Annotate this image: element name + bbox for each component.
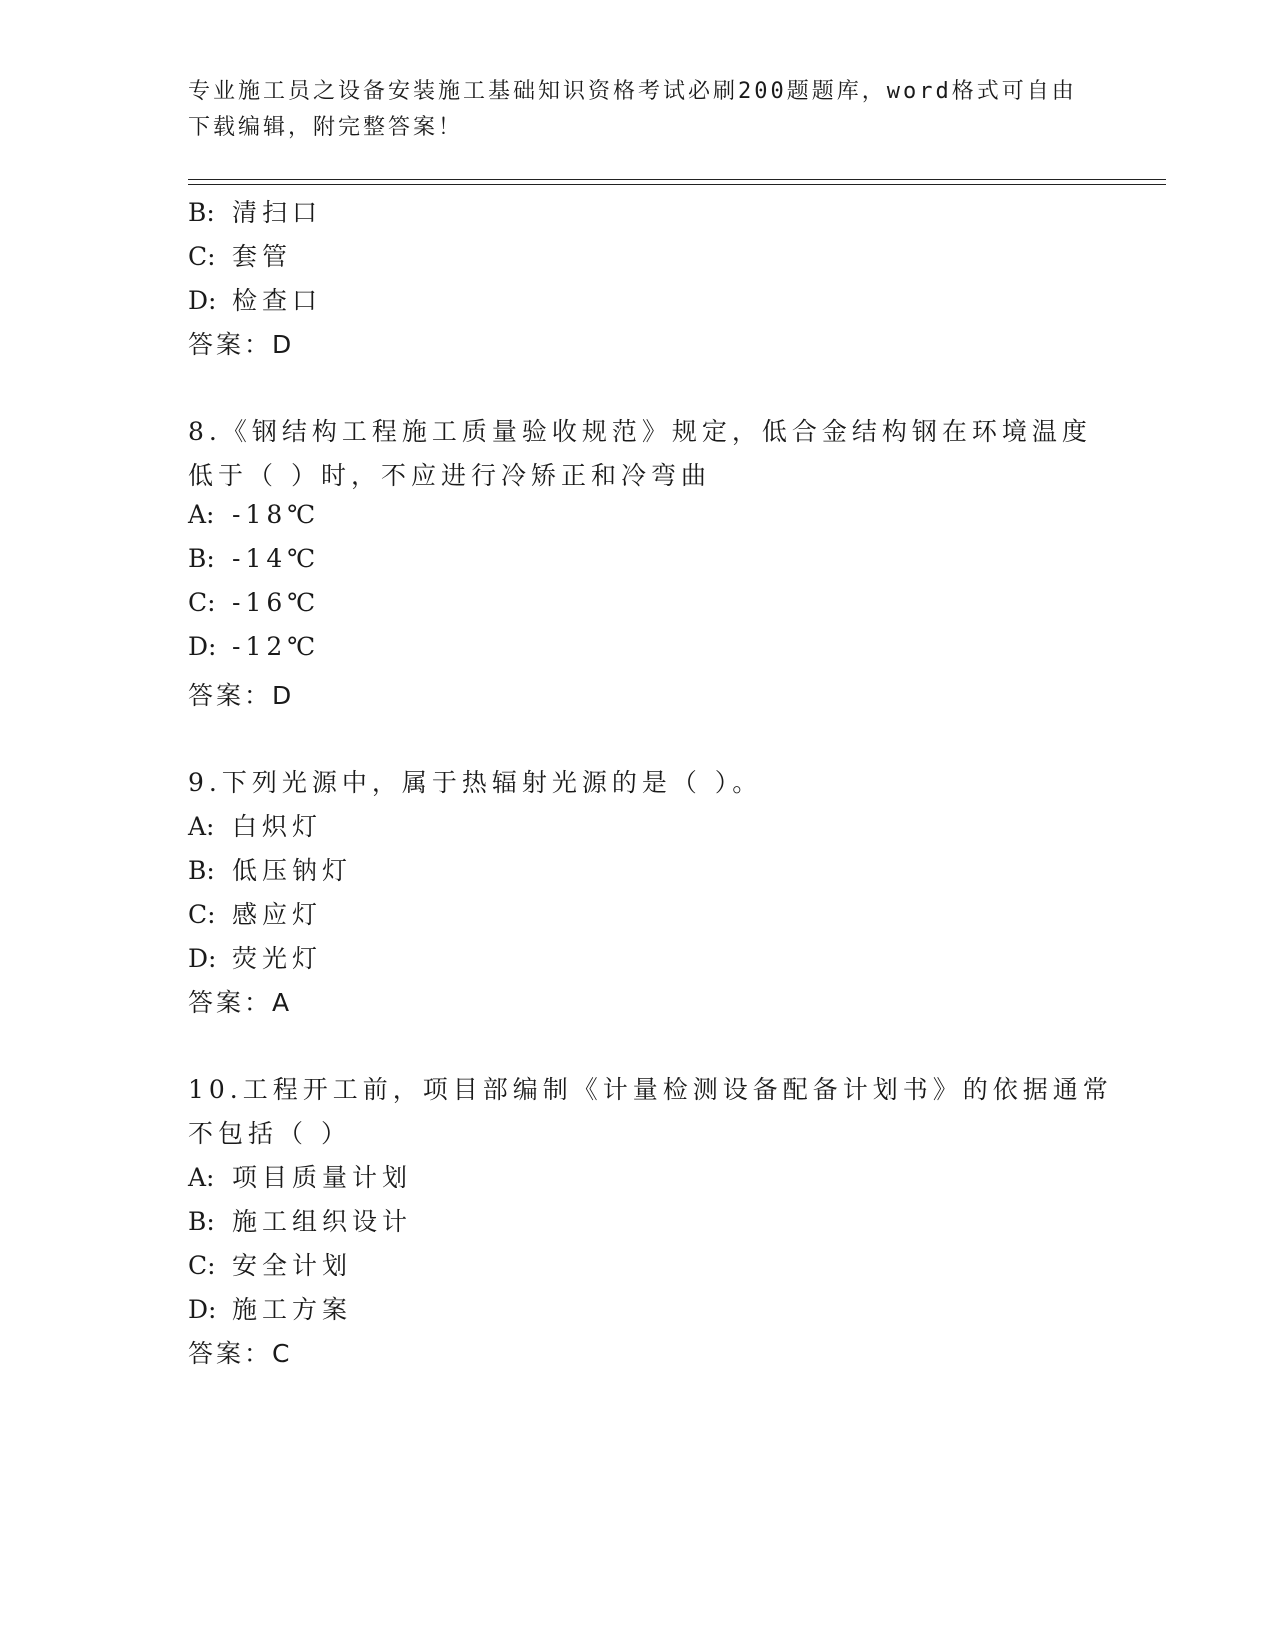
q8-stem-line-2: 低于（ ）时，不应进行冷矫正和冷弯曲 bbox=[188, 461, 711, 490]
q9-option-a: A: 白炽灯 bbox=[188, 812, 323, 841]
q10-option-c: C: 安全计划 bbox=[188, 1251, 353, 1280]
q9-option-b: B: 低压钠灯 bbox=[188, 856, 353, 885]
q8-option-d: D: -12℃ bbox=[188, 632, 321, 661]
q8-answer: 答案：D bbox=[188, 681, 295, 710]
q7-option-d: D: 检查口 bbox=[188, 286, 323, 315]
header-line-1: 专业施工员之设备安装施工基础知识资格考试必刷200题题库，word格式可自由 bbox=[188, 79, 1077, 104]
q8-stem-line-1: 8.《钢结构工程施工质量验收规范》规定，低合金结构钢在环境温度 bbox=[188, 417, 1092, 446]
q8-option-c: C: -16℃ bbox=[188, 588, 321, 617]
q7-option-c: C: 套管 bbox=[188, 242, 293, 271]
q10-option-a: A: 项目质量计划 bbox=[188, 1163, 413, 1192]
q8-option-b: B: -14℃ bbox=[188, 544, 321, 573]
q10-stem-line-1: 10.工程开工前，项目部编制《计量检测设备配备计划书》的依据通常 bbox=[188, 1075, 1113, 1104]
document-header bbox=[188, 74, 1088, 146]
q10-option-d: D: 施工方案 bbox=[188, 1295, 353, 1324]
q9-option-c: C: 感应灯 bbox=[188, 900, 323, 929]
q8-option-a: A: -18℃ bbox=[188, 500, 321, 529]
q9-answer: 答案：A bbox=[188, 988, 293, 1017]
header-rule-top bbox=[188, 179, 1166, 180]
q9-stem-line-1: 9.下列光源中，属于热辐射光源的是（ ）。 bbox=[188, 768, 763, 797]
q10-option-b: B: 施工组织设计 bbox=[188, 1207, 413, 1236]
header-rule-bottom bbox=[188, 184, 1166, 185]
q10-answer: 答案：C bbox=[188, 1339, 293, 1368]
q10-stem-line-2: 不包括（ ） bbox=[188, 1119, 351, 1148]
header-line-2: 下载编辑，附完整答案！ bbox=[188, 115, 464, 140]
q7-answer: 答案：D bbox=[188, 330, 295, 359]
q9-option-d: D: 荧光灯 bbox=[188, 944, 323, 973]
q7-option-b: B: 清扫口 bbox=[188, 198, 323, 227]
